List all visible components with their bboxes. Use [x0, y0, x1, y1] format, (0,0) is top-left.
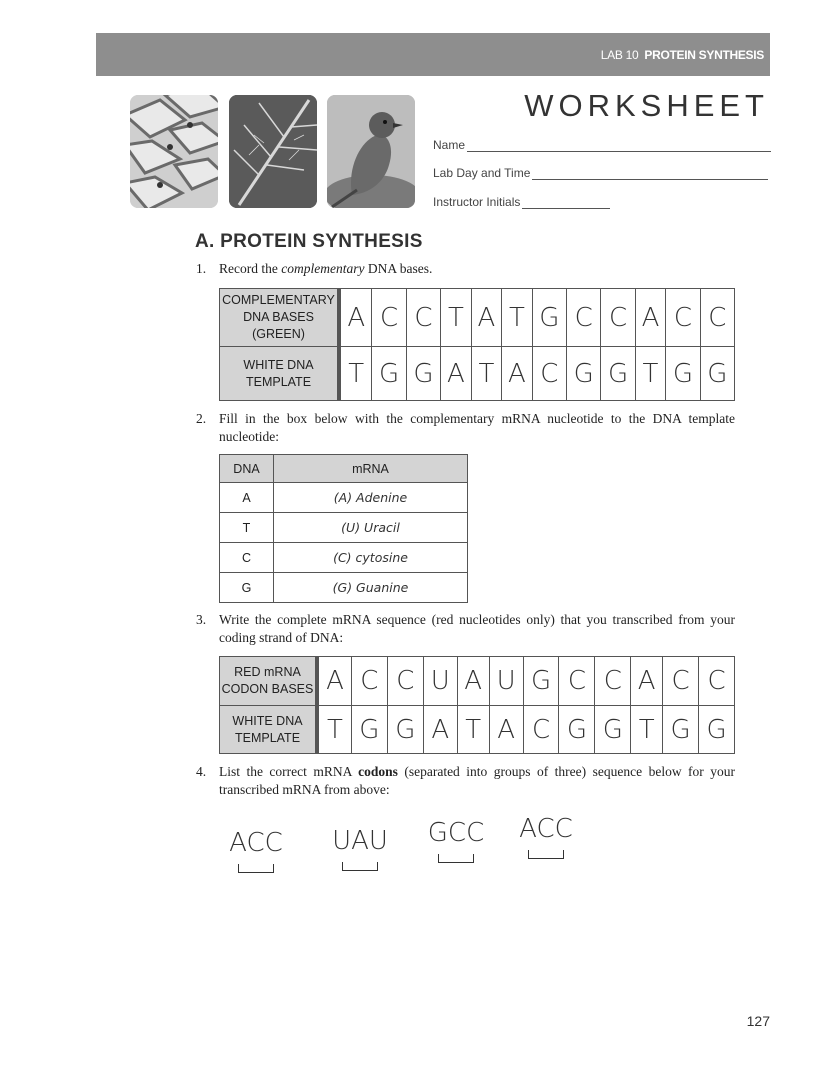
- mrna-column-header: mRNA: [274, 455, 468, 483]
- base-cell: T: [441, 289, 472, 347]
- table-row: [220, 513, 468, 543]
- base-cell: T: [635, 347, 666, 401]
- question-1: 1. Record the complementary DNA bases.: [196, 261, 433, 276]
- base-cell: C: [666, 289, 700, 347]
- base-cell: G: [372, 347, 406, 401]
- base-cell: G: [567, 347, 601, 401]
- base-cell: U: [489, 657, 523, 706]
- table-row: [220, 573, 468, 603]
- base-cell: C: [559, 657, 595, 706]
- base-cell: C: [700, 289, 734, 347]
- dna-column-header: DNA: [220, 455, 274, 483]
- white-template-label: WHITE DNA TEMPLATE: [220, 347, 340, 401]
- dna-cell: T: [220, 513, 274, 543]
- base-cell: A: [489, 706, 523, 754]
- complementary-label: COMPLEMENTARY DNA BASES (GREEN): [220, 289, 340, 347]
- base-cell: G: [351, 706, 387, 754]
- base-cell: A: [339, 289, 372, 347]
- header-bar: [96, 33, 770, 76]
- dna-cell: C: [220, 543, 274, 573]
- base-cell: G: [595, 706, 631, 754]
- base-cell: T: [339, 347, 372, 401]
- base-cell: C: [523, 706, 559, 754]
- dna-cell: A: [220, 483, 274, 513]
- base-cell: C: [601, 289, 635, 347]
- codon-2: UAU: [328, 826, 392, 871]
- base-cell: T: [631, 706, 663, 754]
- base-cell: G: [532, 289, 566, 347]
- base-cell: A: [502, 347, 533, 401]
- instructor-initials-field[interactable]: Instructor Initials: [433, 195, 610, 209]
- base-cell: G: [387, 706, 423, 754]
- name-field[interactable]: Name: [433, 138, 771, 152]
- worksheet-title: WORKSHEET: [524, 88, 769, 123]
- page-number: 127: [746, 1013, 770, 1029]
- mrna-cell: (A) Adenine: [274, 483, 468, 513]
- base-cell: G: [601, 347, 635, 401]
- section-title: A. PROTEIN SYNTHESIS: [195, 231, 423, 252]
- dna-bases-table: [219, 288, 735, 401]
- base-cell: T: [317, 706, 351, 754]
- base-cell: A: [317, 657, 351, 706]
- base-cell: T: [457, 706, 489, 754]
- base-cell: C: [351, 657, 387, 706]
- base-cell: C: [532, 347, 566, 401]
- mrna-table: [219, 454, 468, 603]
- codon-4: ACC: [514, 814, 578, 859]
- table-row: [220, 543, 468, 573]
- lab-day-field[interactable]: Lab Day and Time: [433, 166, 768, 180]
- base-cell: U: [423, 657, 457, 706]
- mrna-cell: (C) cytosine: [274, 543, 468, 573]
- base-cell: G: [666, 347, 700, 401]
- white-template-label-2: WHITE DNA TEMPLATE: [220, 706, 318, 754]
- base-cell: C: [387, 657, 423, 706]
- dna-cell: G: [220, 573, 274, 603]
- base-cell: C: [663, 657, 699, 706]
- base-cell: A: [471, 289, 502, 347]
- base-cell: A: [441, 347, 472, 401]
- base-cell: G: [523, 657, 559, 706]
- base-cell: A: [423, 706, 457, 754]
- base-cell: G: [700, 347, 734, 401]
- base-cell: A: [457, 657, 489, 706]
- base-cell: T: [471, 347, 502, 401]
- base-cell: A: [631, 657, 663, 706]
- base-cell: G: [559, 706, 595, 754]
- base-cell: A: [635, 289, 666, 347]
- bird-photo: [327, 95, 415, 208]
- base-cell: C: [699, 657, 735, 706]
- base-cell: T: [502, 289, 533, 347]
- base-cell: C: [595, 657, 631, 706]
- mrna-cell: (G) Guanine: [274, 573, 468, 603]
- mrna-codon-table: [219, 656, 735, 754]
- base-cell: C: [567, 289, 601, 347]
- question-2: 2. Fill in the box below with the complementary mRNA nucleotide to the DNA template nucleotide:: [196, 411, 735, 444]
- codon-3: GCC: [424, 818, 488, 863]
- table-row: [220, 483, 468, 513]
- codon-1: ACC: [224, 828, 288, 873]
- base-cell: C: [372, 289, 406, 347]
- plant-cells-photo: [130, 95, 218, 208]
- leaf-veins-photo: [229, 95, 317, 208]
- question-3: 3. Write the complete mRNA sequence (red nucleotides only) that you transcribed from your coding strand of DNA:: [196, 612, 735, 645]
- question-4: 4. List the correct mRNA codons (separated into groups of three) sequence below for your transcribed mRNA from above:: [196, 764, 735, 797]
- red-mrna-label: RED mRNA CODON BASES: [220, 657, 318, 706]
- base-cell: G: [699, 706, 735, 754]
- lab-label: LAB 10 PROTEIN SYNTHESIS: [600, 48, 764, 62]
- mrna-cell: (U) Uracil: [274, 513, 468, 543]
- base-cell: G: [663, 706, 699, 754]
- base-cell: C: [406, 289, 440, 347]
- base-cell: G: [406, 347, 440, 401]
